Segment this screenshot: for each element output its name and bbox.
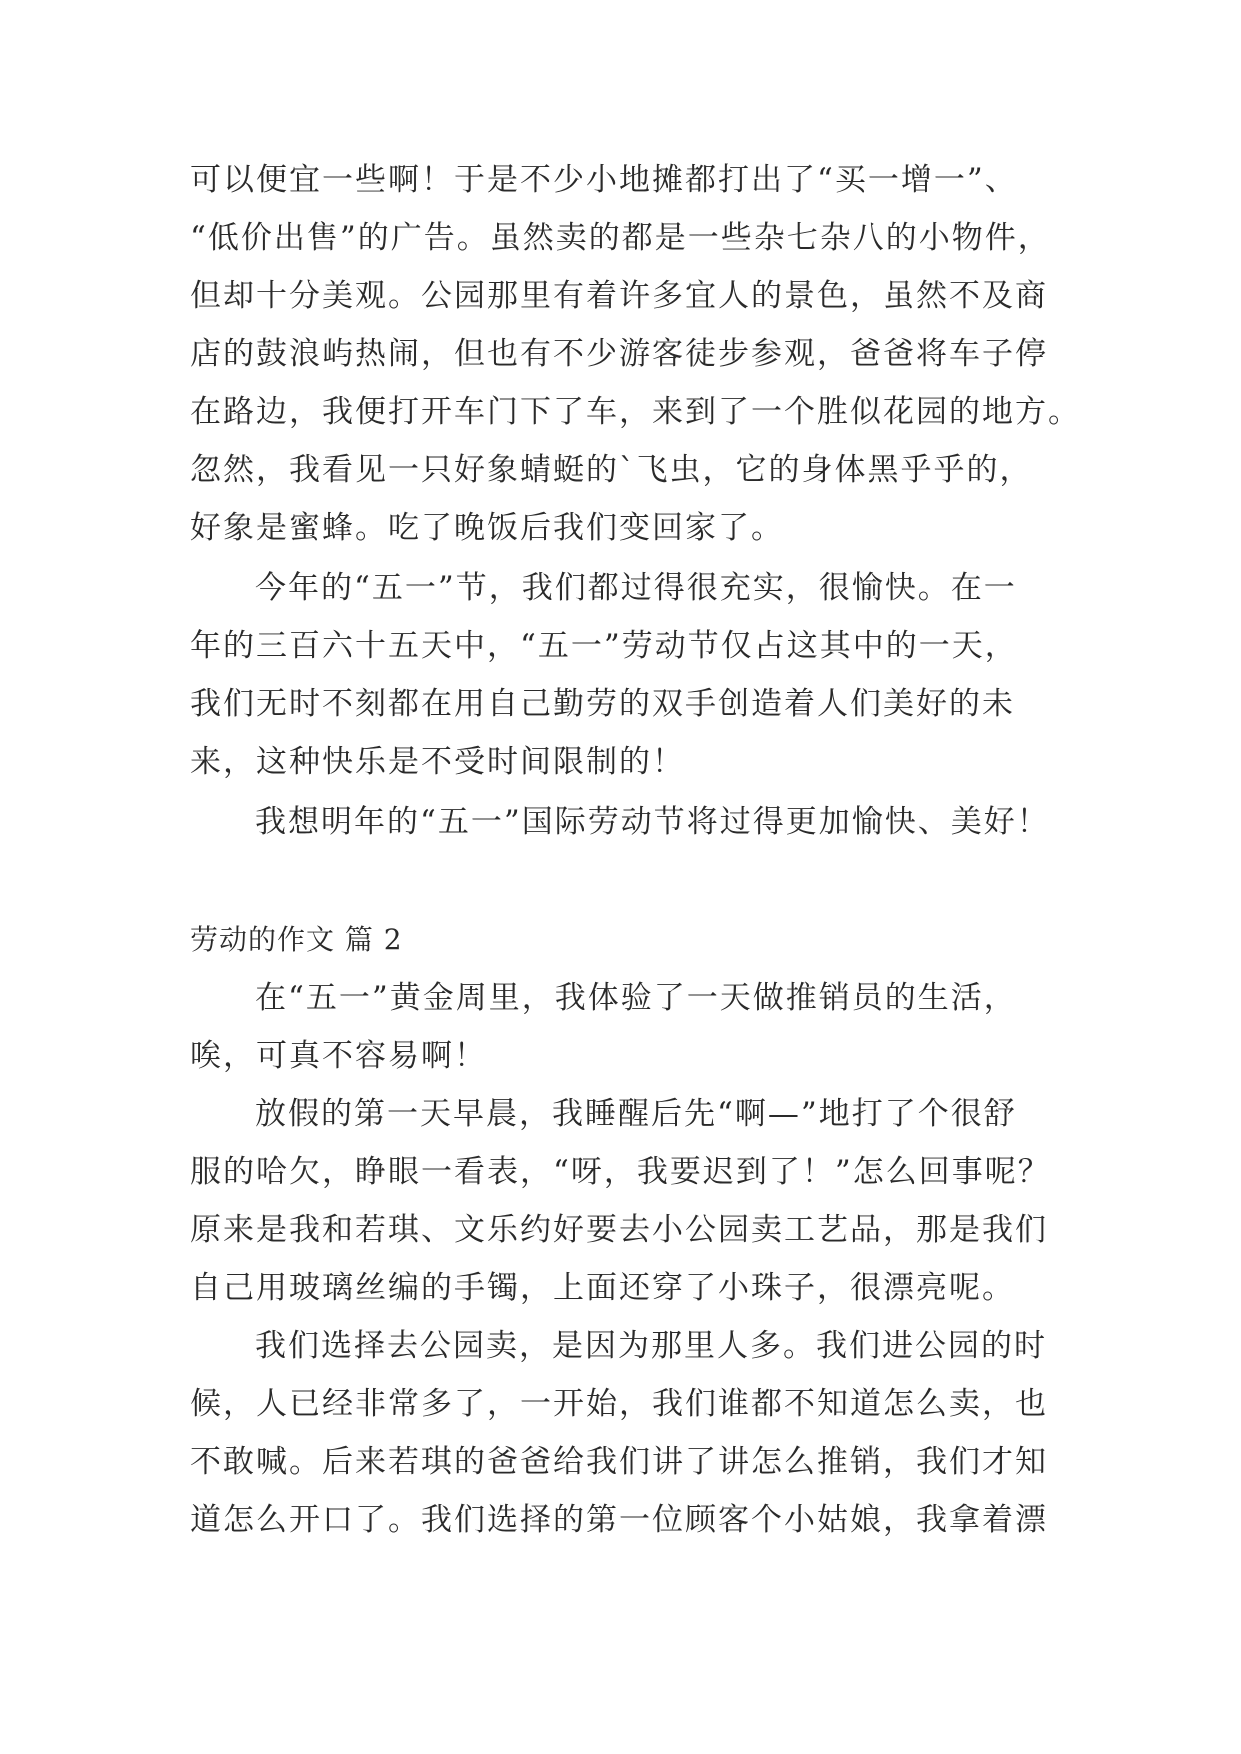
text-line: 自己用玻璃丝编的手镯，上面还穿了小珠子，很漂亮呢。: [190, 1270, 1015, 1306]
text-line: 年的三百六十五天中，“五一”劳动节仅占这其中的一天，: [190, 628, 1018, 664]
text-line: 来，这种快乐是不受时间限制的！: [190, 744, 685, 780]
text-line: 忽然，我看见一只好象蜻蜓的`飞虫，它的身体黑乎乎的，: [190, 452, 1033, 488]
text-line: 在路边，我便打开车门下了车，来到了一个胜似花园的地方。: [190, 394, 1081, 430]
paragraph-first-line: 我们选择去公园卖，是因为那里人多。我们进公园的时: [255, 1328, 1047, 1364]
text-line: 不敢喊。后来若琪的爸爸给我们讲了讲怎么推销，我们才知: [190, 1444, 1048, 1480]
paragraph-first-line: 在“五一”黄金周里，我体验了一天做推销员的生活，: [255, 980, 1017, 1016]
text-line: 候，人已经非常多了，一开始，我们谁都不知道怎么卖，也: [190, 1386, 1048, 1422]
text-line: 我们无时不刻都在用自己勤劳的双手创造着人们美好的未: [190, 686, 1015, 722]
paragraph-first-line: 放假的第一天早晨，我睡醒后先“啊—”地打了个很舒: [255, 1096, 1017, 1132]
text-line: 唉，可真不容易啊！: [190, 1038, 487, 1074]
text-line: 道怎么开口了。我们选择的第一位顾客个小姑娘，我拿着漂: [190, 1502, 1048, 1538]
text-line: 店的鼓浪屿热闹，但也有不少游客徒步参观，爸爸将车子停: [190, 336, 1048, 372]
text-line: 原来是我和若琪、文乐约好要去小公园卖工艺品，那是我们: [190, 1212, 1048, 1248]
text-line: 服的哈欠，睁眼一看表，“呀，我要迟到了！”怎么回事呢？: [190, 1154, 1051, 1190]
paragraph-first-line: 我想明年的“五一”国际劳动节将过得更加愉快、美好！: [255, 804, 1050, 840]
text-line: 可以便宜一些啊！于是不少小地摊都打出了“买一增一”、: [190, 162, 1018, 198]
paragraph-first-line: 今年的“五一”节，我们都过得很充实，很愉快。在一: [255, 570, 1017, 606]
text-line: 但却十分美观。公园那里有着许多宜人的景色，虽然不及商: [190, 278, 1048, 314]
section-heading: 劳动的作文 篇 2: [190, 923, 403, 956]
text-line: “低价出售”的广告。虽然卖的都是一些杂七杂八的小物件，: [190, 220, 1051, 256]
text-line: 好象是蜜蜂。吃了晚饭后我们变回家了。: [190, 510, 784, 546]
